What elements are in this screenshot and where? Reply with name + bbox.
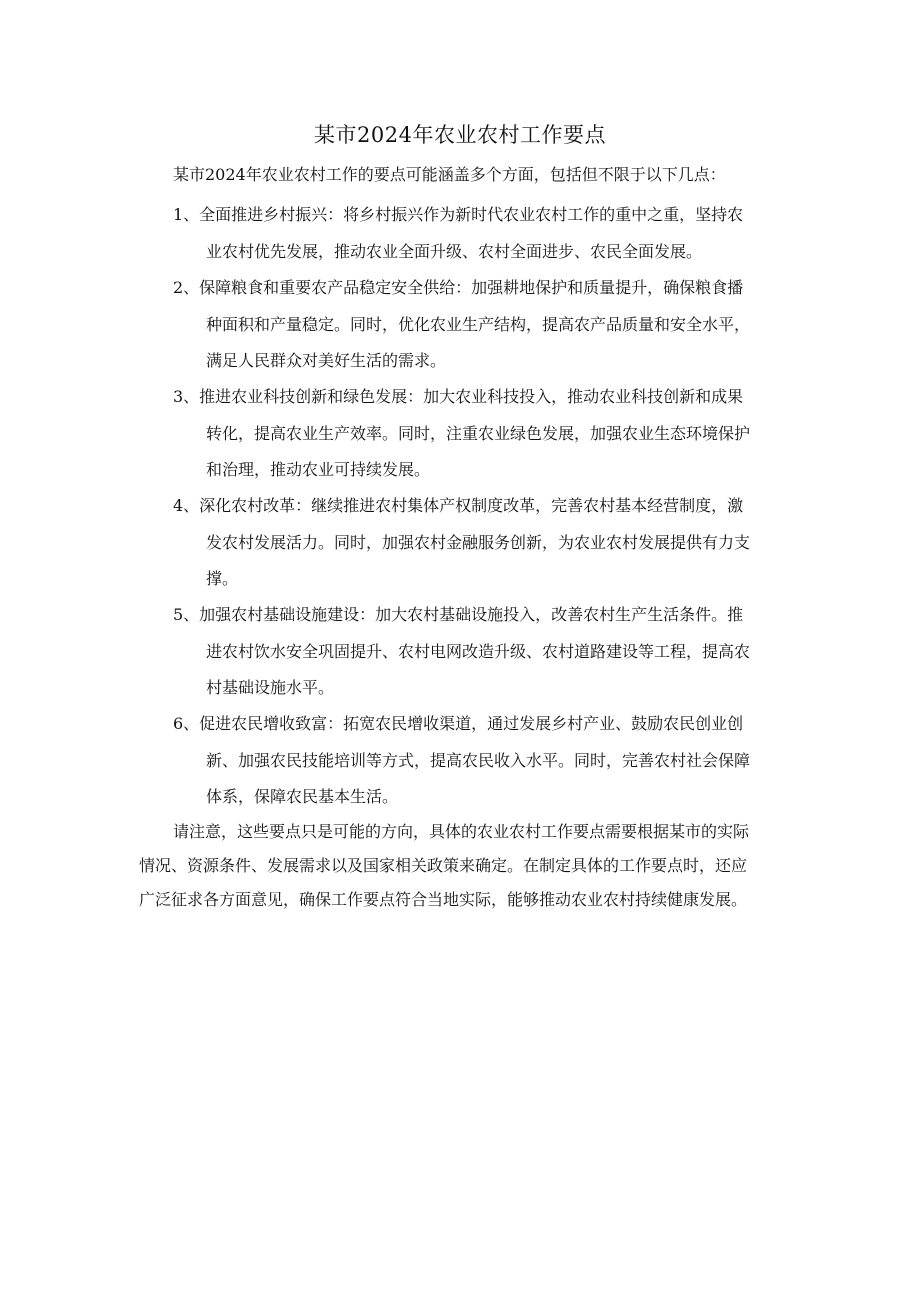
list-item-line: 3、推进农业科技创新和绿色发展：加大农业科技投入，推动农业科技创新和成果 (173, 387, 744, 406)
list-item-line: 4、深化农村改革：继续推进农村集体产权制度改革，完善农村基本经营制度，激 (173, 496, 744, 515)
list-item-line: 和治理，推动农业可持续发展。 (206, 460, 431, 479)
list-item-line: 新、加强农民技能培训等方式，提高农民收入水平。同时，完善农村社会保障 (206, 750, 751, 770)
list-item-4 (173, 494, 793, 604)
intro-paragraph: 某市2024年农业农村工作的要点可能涵盖多个方面，包括但不限于以下几点： (173, 165, 726, 184)
list-item-5 (173, 603, 793, 713)
list-item-2 (173, 276, 793, 386)
list-item-6 (173, 712, 793, 822)
list-item-line: 2、保障粮食和重要农产品稳定安全供给：加强耕地保护和质量提升，确保粮食播 (173, 278, 744, 297)
list-item-line: 1、全面推进乡村振兴：将乡村振兴作为新时代农业农村工作的重中之重，坚持农 (173, 205, 744, 224)
list-item-1 (173, 203, 793, 276)
list-item-line: 进农村饮水安全巩固提升、农村电网改造升级、农村道路建设等工程，提高农 (206, 641, 751, 661)
list-item-line: 体系，保障农民基本生活。 (206, 787, 399, 806)
list-item-line: 发农村发展活力。同时，加强农村金融服务创新，为农业农村发展提供有力支 (206, 532, 751, 552)
list-item-line: 5、加强农村基础设施建设：加大农村基础设施投入，改善农村生产生活条件。推 (173, 605, 744, 624)
document-title: 某市2024年农业农村工作要点 (314, 123, 606, 147)
closing-note (139, 820, 799, 922)
list-item-line: 业农村优先发展，推动农业全面升级、农村全面进步、农民全面发展。 (206, 241, 703, 261)
list-item-line: 种面积和产量稳定。同时，优化农业生产结构，提高农产品质量和安全水平， (206, 314, 751, 334)
note-line: 请注意，这些要点只是可能的方向，具体的农业农村工作要点需要根据某市的实际 (173, 822, 750, 841)
list-item-line: 转化，提高农业生产效率。同时，注重农业绿色发展，加强农业生态环境保护 (206, 423, 751, 443)
list-item-line: 满足人民群众对美好生活的需求。 (206, 351, 447, 370)
list-item-line: 村基础设施水平。 (206, 678, 335, 697)
list-item-line: 撑。 (206, 569, 239, 588)
note-line: 广泛征求各方面意见，确保工作要点符合当地实际，能够推动农业农村持续健康发展。 (139, 890, 748, 909)
list-item-line: 6、促进农民增收致富：拓宽农民增收渠道，通过发展乡村产业、鼓励农民创业创 (173, 714, 744, 733)
list-item-3 (173, 385, 793, 495)
note-line: 情况、资源条件、发展需求以及国家相关政策来确定。在制定具体的工作要点时，还应 (139, 856, 748, 875)
